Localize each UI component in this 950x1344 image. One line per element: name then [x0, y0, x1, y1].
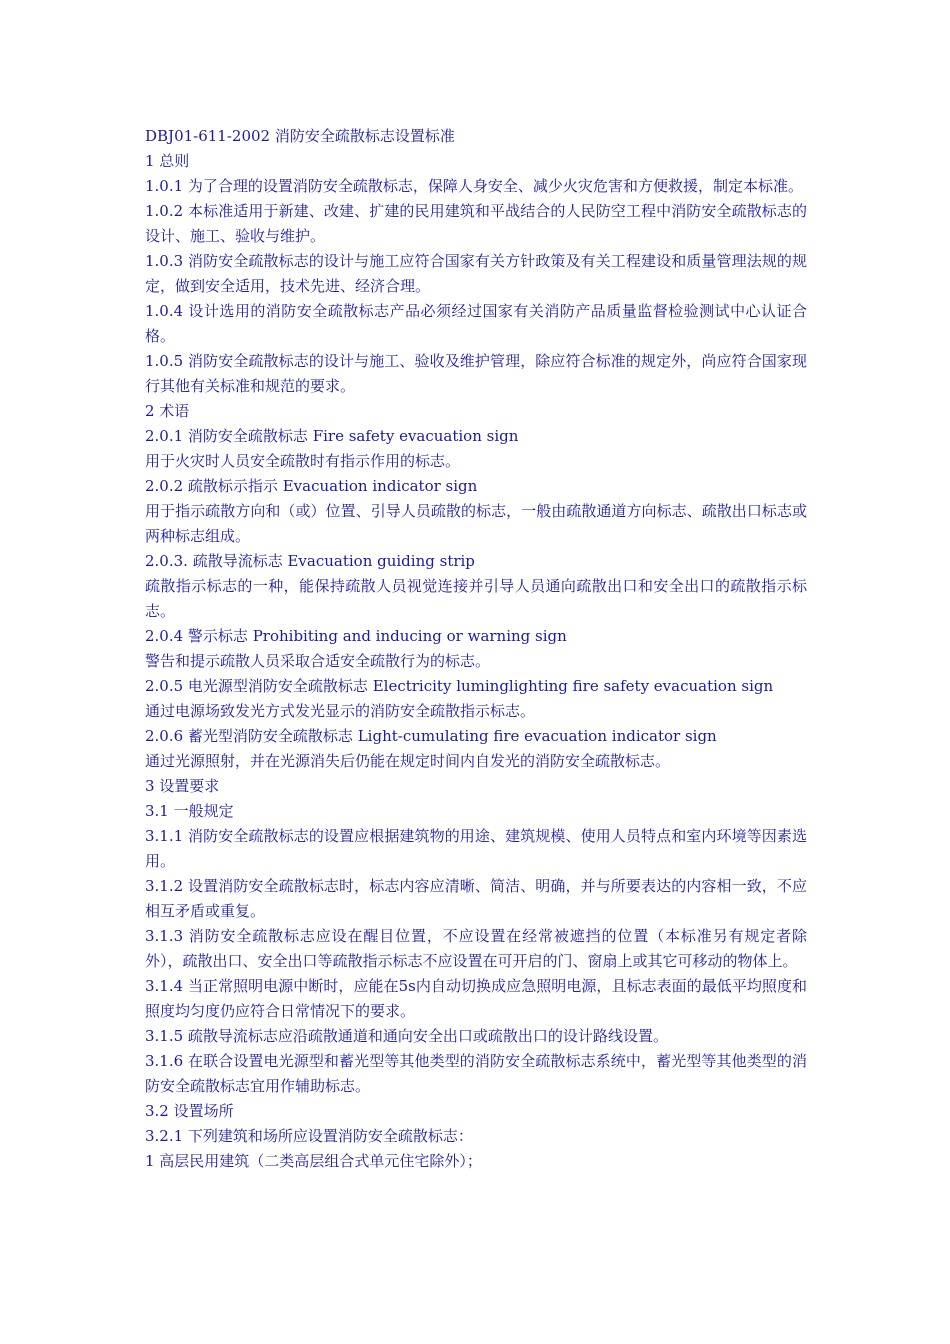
section-heading: 3 设置要求	[145, 777, 220, 795]
term-heading: 2.0.6 蓄光型消防安全疏散标志 Light-cumulating fire evacuation indicator sign	[145, 727, 717, 745]
term-definition: 用于火灾时人员安全疏散时有指示作用的标志。	[145, 452, 461, 470]
term-heading: 2.0.4 警示标志 Prohibiting and inducing or warning sign	[145, 627, 567, 645]
subsection-heading: 3.2 设置场所	[145, 1102, 234, 1120]
term-definition: 用于指示疏散方向和（或）位置、引导人员疏散的标志，一般由疏散通道方向标志、疏散出口标志或两种标志组成。	[145, 502, 807, 545]
clause-paragraph: 3.2.1 下列建筑和场所应设置消防安全疏散标志：	[145, 1127, 473, 1145]
section-heading: 2 术语	[145, 402, 190, 420]
clause-paragraph: 1.0.3 消防安全疏散标志的设计与施工应符合国家有关方针政策及有关工程建设和质量管理法规的规定，做到安全适用，技术先进、经济合理。	[145, 252, 807, 295]
clause-paragraph: 3.1.3 消防安全疏散标志应设在醒目位置，不应设置在经常被遮挡的位置（本标准另有规定者除外），疏散出口、安全出口等疏散指示标志不应设置在可开启的门、窗扇上或其它可移动的物体上。	[145, 927, 807, 970]
term-heading: 2.0.5 电光源型消防安全疏散标志 Electricity luminglighting fire safety evacuation sign	[145, 677, 774, 695]
clause-paragraph: 1.0.2 本标准适用于新建、改建、扩建的民用建筑和平战结合的人民防空工程中消防安全疏散标志的设计、施工、验收与维护。	[145, 202, 807, 245]
clause-paragraph: 3.1.2 设置消防安全疏散标志时，标志内容应清晰、简洁、明确，并与所要表达的内容相一致，不应相互矛盾或重复。	[145, 877, 807, 920]
term-definition: 疏散指示标志的一种，能保持疏散人员视觉连接并引导人员通向疏散出口和安全出口的疏散指示标志。	[145, 577, 807, 620]
clause-paragraph: 1.0.5 消防安全疏散标志的设计与施工、验收及维护管理，除应符合标准的规定外，尚应符合国家现行其他有关标准和规范的要求。	[145, 352, 807, 395]
term-heading: 2.0.2 疏散标示指示 Evacuation indicator sign	[145, 477, 478, 495]
list-item: 1 高层民用建筑（二类高层组合式单元住宅除外）；	[145, 1152, 482, 1170]
term-definition: 警告和提示疏散人员采取合适安全疏散行为的标志。	[145, 652, 491, 670]
term-heading: 2.0.1 消防安全疏散标志 Fire safety evacuation sign	[145, 427, 519, 445]
term-definition: 通过电源场致发光方式发光显示的消防安全疏散指示标志。	[145, 702, 536, 720]
clause-paragraph: 3.1.4 当正常照明电源中断时，应能在5s内自动切换成应急照明电源，且标志表面的最低平均照度和照度均匀度仍应符合日常情况下的要求。	[145, 977, 807, 1020]
clause-paragraph: 3.1.6 在联合设置电光源型和蓄光型等其他类型的消防安全疏散标志系统中，蓄光型等其他类型的消防安全疏散标志宜用作辅助标志。	[145, 1052, 807, 1095]
clause-paragraph: 1.0.4 设计选用的消防安全疏散标志产品必须经过国家有关消防产品质量监督检验测试中心认证合格。	[145, 302, 807, 345]
term-heading: 2.0.3. 疏散导流标志 Evacuation guiding strip	[145, 552, 475, 570]
clause-paragraph: 3.1.1 消防安全疏散标志的设置应根据建筑物的用途、建筑规模、使用人员特点和室内环境等因素选用。	[145, 827, 807, 870]
term-definition: 通过光源照射，并在光源消失后仍能在规定时间内自发光的消防安全疏散标志。	[145, 752, 671, 770]
clause-paragraph: 1.0.1 为了合理的设置消防安全疏散标志，保障人身安全、减少火灾危害和方便救援，制定本标准。	[145, 177, 803, 195]
section-heading: 1 总则	[145, 152, 190, 170]
document-title: DBJ01-611-2002 消防安全疏散标志设置标准	[145, 127, 455, 145]
clause-paragraph: 3.1.5 疏散导流标志应沿疏散通道和通向安全出口或疏散出口的设计路线设置。	[145, 1027, 668, 1045]
subsection-heading: 3.1 一般规定	[145, 802, 234, 820]
